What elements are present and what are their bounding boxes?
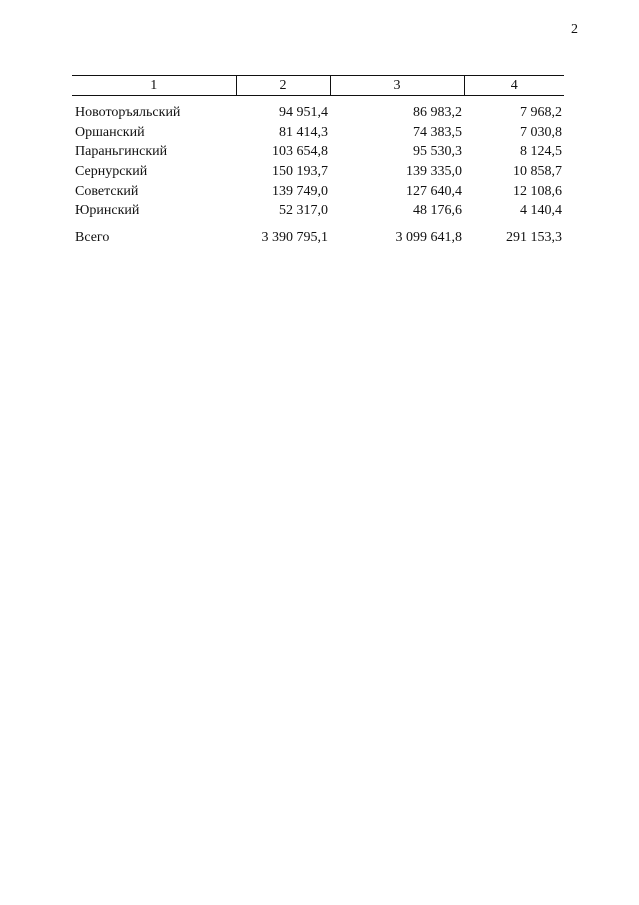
- page-number: 2: [571, 22, 578, 37]
- value-col-3: 95 530,3: [413, 144, 462, 160]
- table-body: [72, 96, 564, 248]
- district-name: Новоторъяльский: [75, 105, 181, 121]
- value-col-2: 81 414,3: [279, 124, 328, 140]
- total-col-2: 3 390 795,1: [261, 229, 328, 245]
- value-col-4: 12 108,6: [513, 183, 562, 199]
- total-label: Всего: [75, 229, 110, 245]
- value-col-2: 150 193,7: [272, 164, 328, 180]
- value-col-2: 103 654,8: [272, 144, 328, 160]
- table-row: [72, 201, 564, 221]
- value-col-4: 4 140,4: [520, 203, 562, 219]
- data-table: [72, 75, 564, 247]
- value-col-2: 94 951,4: [279, 105, 328, 121]
- table-row: [72, 123, 564, 143]
- value-col-3: 139 335,0: [406, 164, 462, 180]
- total-row: [72, 221, 564, 248]
- column-header-3: 3: [330, 76, 464, 96]
- value-col-2: 52 317,0: [279, 203, 328, 219]
- table-row: [72, 162, 564, 182]
- column-header-4: 4: [464, 76, 564, 96]
- value-col-3: 127 640,4: [406, 183, 462, 199]
- data-table-container: [72, 75, 564, 247]
- value-col-4: 7 968,2: [520, 105, 562, 121]
- value-col-3: 74 383,5: [413, 124, 462, 140]
- district-name: Сернурский: [75, 164, 148, 180]
- column-header-1: 1: [72, 76, 236, 96]
- value-col-3: 48 176,6: [413, 203, 462, 219]
- column-header-2: 2: [236, 76, 330, 96]
- total-col-4: 291 153,3: [506, 229, 562, 245]
- table-header: [72, 76, 564, 96]
- header-row: [72, 76, 564, 96]
- value-col-2: 139 749,0: [272, 183, 328, 199]
- value-col-3: 86 983,2: [413, 105, 462, 121]
- value-col-4: 8 124,5: [520, 144, 562, 160]
- value-col-4: 10 858,7: [513, 164, 562, 180]
- district-name: Советский: [75, 183, 139, 199]
- table-row: [72, 96, 564, 123]
- value-col-4: 7 030,8: [520, 124, 562, 140]
- table-row: [72, 142, 564, 162]
- district-name: Юринский: [75, 203, 140, 219]
- table-row: [72, 181, 564, 201]
- total-col-3: 3 099 641,8: [395, 229, 462, 245]
- district-name: Параньгинский: [75, 144, 168, 160]
- district-name: Оршанский: [75, 124, 145, 140]
